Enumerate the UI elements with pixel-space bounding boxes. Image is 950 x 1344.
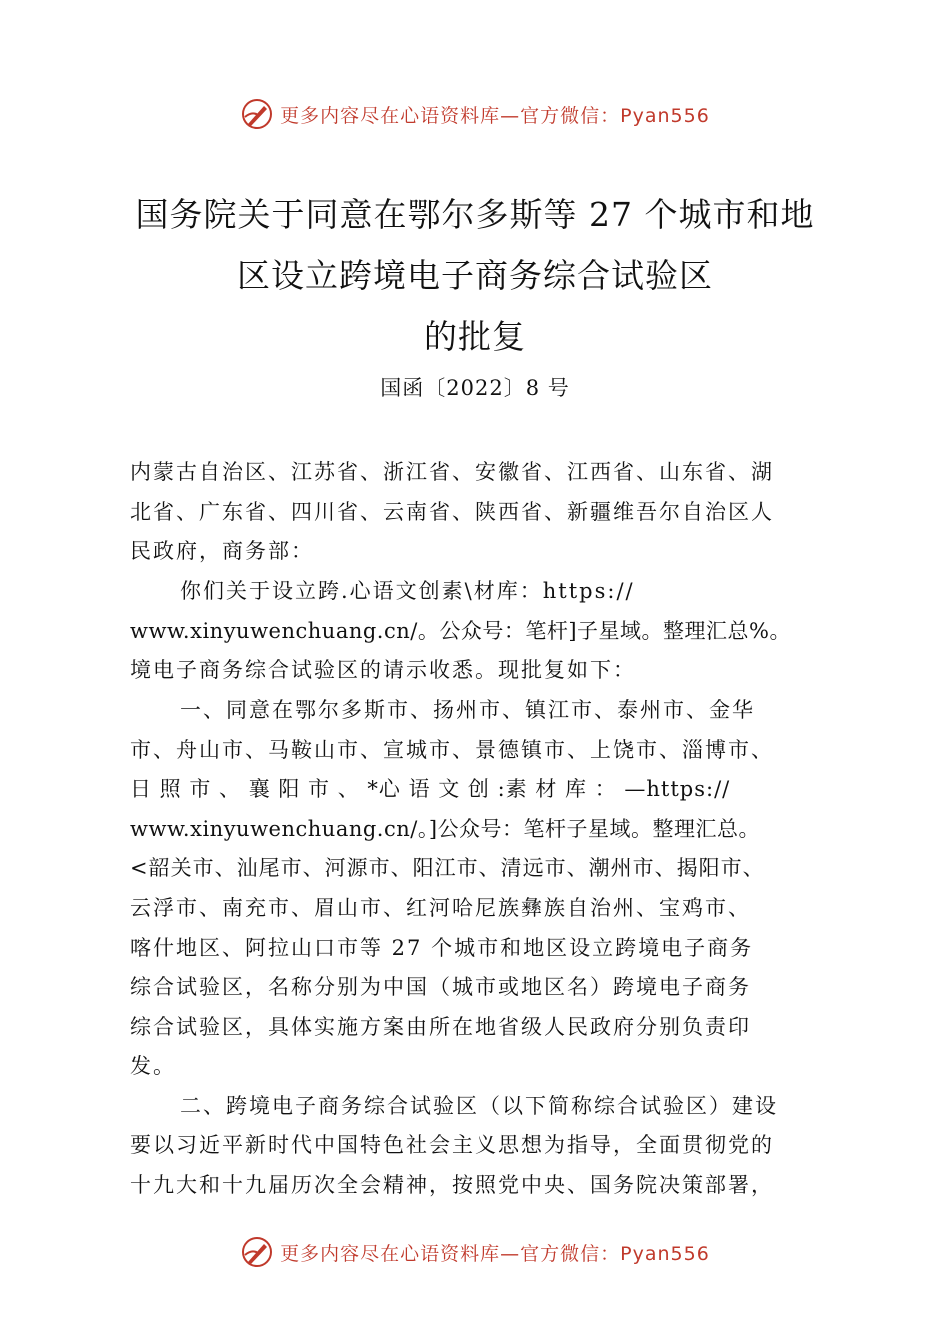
body-line: 综合试验区，名称分别为中国（城市或地区名）跨境电子商务 (130, 975, 751, 999)
body-line: 十九大和十九届历次全会精神，按照党中央、国务院决策部署， (130, 1173, 774, 1197)
body-line: 民政府，商务部： (130, 539, 314, 563)
body-line: 一、同意在鄂尔多斯市、扬州市、镇江市、泰州市、金华 (180, 698, 755, 722)
body-line: 发。 (130, 1054, 176, 1078)
body-line: 境电子商务综合试验区的请示收悉。现批复如下： (130, 658, 636, 682)
footer-banner (0, 1232, 950, 1272)
body-line: 要以习近平新时代中国特色社会主义思想为指导，全面贯彻党的 (130, 1133, 774, 1157)
pen-logo-icon (240, 97, 274, 131)
doc-title-line-1: 国务院关于同意在鄂尔多斯等 27 个城市和地 (135, 195, 815, 234)
body-line: 内蒙古自治区、江苏省、浙江省、安徽省、江西省、山东省、湖 (130, 460, 774, 484)
body-line: 二、跨境电子商务综合试验区（以下简称综合试验区）建设 (180, 1094, 778, 1118)
body-line: 云浮市、南充市、眉山市、红河哈尼族彝族自治州、宝鸡市、 (130, 896, 751, 920)
pen-logo-icon (240, 1235, 274, 1269)
body-line: www.xinyuwenchuang.cn/。]公众号：笔杆子星域。整理汇总。 (130, 817, 761, 841)
banner-text: 更多内容尽在心语资料库—官方微信：Pyan556 (280, 104, 710, 127)
body-line: 市、舟山市、马鞍山市、宣城市、景德镇市、上饶市、淄博市、 (130, 738, 774, 762)
body-line: 喀什地区、阿拉山口市等 27 个城市和地区设立跨境电子商务 (130, 936, 754, 960)
doc-title-line-3: 的批复 (424, 317, 526, 356)
body-line: <韶关市、汕尾市、河源市、阳江市、清远市、潮州市、揭阳市、 (130, 856, 765, 880)
body-line: www.xinyuwenchuang.cn/。公众号：笔杆]子星域。整理汇总%。 (130, 619, 791, 643)
body-line: 你们关于设立跨.心语文创素\材库：https:// (180, 579, 635, 603)
body-line: 北省、广东省、四川省、云南省、陕西省、新疆维吾尔自治区人 (130, 500, 774, 524)
doc-title-line-2: 区设立跨境电子商务综合试验区 (237, 256, 713, 295)
header-banner (0, 94, 950, 134)
banner-text: 更多内容尽在心语资料库—官方微信：Pyan556 (280, 1242, 710, 1265)
body-line: 综合试验区，具体实施方案由所在地省级人民政府分别负责印 (130, 1015, 751, 1039)
doc-number: 国函〔2022〕8 号 (380, 376, 570, 400)
body-line: 日 照 市 、 襄 阳 市 、 *心 语 文 创 :素 材 库 ： —https:// (130, 777, 731, 801)
